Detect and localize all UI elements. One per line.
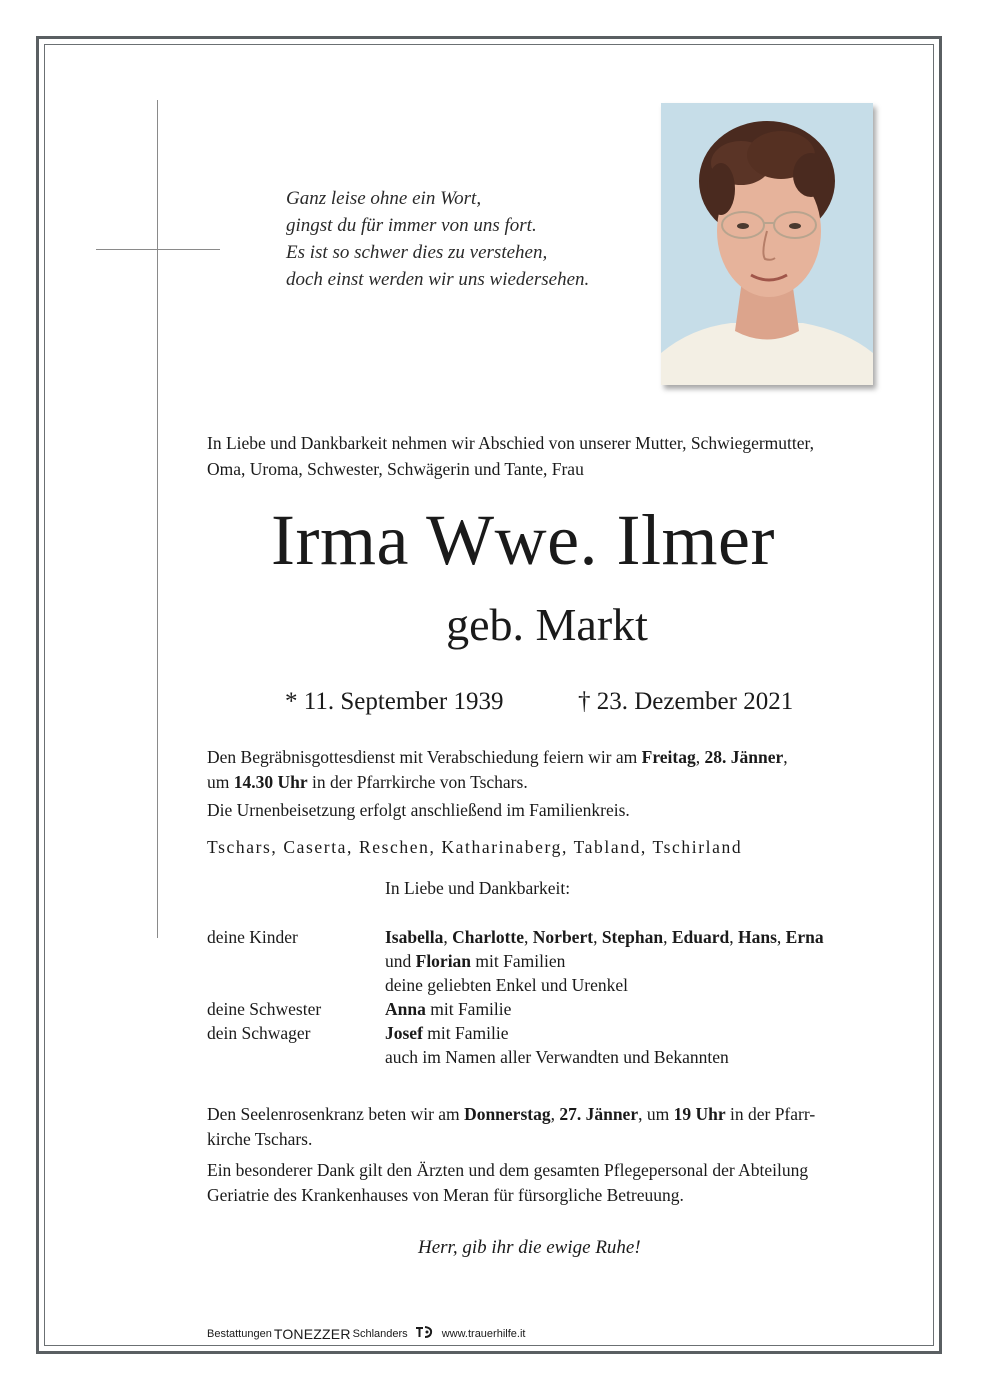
text-span: um xyxy=(207,772,234,792)
trauerhilfe-logo-icon xyxy=(414,1325,434,1342)
child-name: Florian xyxy=(415,951,472,971)
children-label: deine Kinder xyxy=(207,927,298,947)
rosary-line: kirche Tschars. xyxy=(207,1129,313,1149)
footer-prefix: Bestattungen xyxy=(207,1327,272,1340)
text-span: , xyxy=(550,1104,560,1124)
text-span: in der Pfarr- xyxy=(725,1104,816,1124)
child-name: Hans xyxy=(737,927,777,947)
separator: , xyxy=(443,927,453,947)
text-span: , xyxy=(783,747,788,767)
intro-text xyxy=(207,430,814,482)
child-name: Eduard xyxy=(671,927,730,947)
maiden-name: geb. Markt xyxy=(446,599,648,650)
places-list: Tschars, Caserta, Reschen, Katharinaberg, Tabland, Tschirland xyxy=(207,837,743,857)
rosary-date: 27. Jänner xyxy=(559,1104,639,1124)
funeral-time: 14.30 Uhr xyxy=(233,772,308,792)
footer xyxy=(207,1325,525,1342)
separator: , xyxy=(776,927,786,947)
rosary-time: 19 Uhr xyxy=(673,1104,726,1124)
text-span: , um xyxy=(638,1104,674,1124)
intro-line: In Liebe und Dankbarkeit nehmen wir Abschied von unserer Mutter, Schwiegermutter, xyxy=(207,433,815,453)
rosary-day: Donnerstag xyxy=(464,1104,551,1124)
child-name: Charlotte xyxy=(452,927,525,947)
footer-place: Schlanders xyxy=(352,1327,408,1340)
child-name: Stephan xyxy=(601,927,664,947)
birth-date: * 11. September 1939 xyxy=(285,688,504,715)
intro-line: Oma, Uroma, Schwester, Schwägerin und Tante, Frau xyxy=(207,459,584,479)
gratitude-line: Geriatrie des Krankenhauses von Meran für fürsorgliche Betreuung. xyxy=(207,1185,684,1205)
relatives-line: auch im Namen aller Verwandten und Bekannten xyxy=(385,1047,729,1067)
thanks-heading: In Liebe und Dankbarkeit: xyxy=(385,878,571,898)
child-name: Isabella xyxy=(385,927,444,947)
children-line2 xyxy=(385,949,565,973)
urn-line: Die Urnenbeisetzung erfolgt anschließend im Familienkreis. xyxy=(207,800,630,820)
child-name: Erna xyxy=(785,927,824,947)
sister-label: deine Schwester xyxy=(207,999,322,1019)
funeral-line xyxy=(207,745,788,770)
poem xyxy=(286,185,589,293)
poem-line: gingst du für immer von uns fort. xyxy=(286,215,537,236)
separator: , xyxy=(524,927,533,947)
gratitude-line: Ein besonderer Dank gilt den Ärzten und dem gesamten Pflegepersonal der Abteilung xyxy=(207,1160,809,1180)
text-span: mit Familie xyxy=(422,1023,509,1043)
closing-prayer: Herr, gib ihr die ewige Ruhe! xyxy=(418,1237,641,1258)
text-span: Den Begräbnisgottesdienst mit Verabschiedung feiern wir am xyxy=(207,747,642,767)
rosary-info xyxy=(207,1102,815,1152)
funeral-line xyxy=(207,770,788,795)
text-span: Den Seelenrosenkranz beten wir am xyxy=(207,1104,465,1124)
gratitude-text xyxy=(207,1158,808,1208)
child-name: Norbert xyxy=(532,927,594,947)
text-span: , xyxy=(695,747,705,767)
funeral-day: Freitag xyxy=(641,747,696,767)
rosary-line xyxy=(207,1102,815,1127)
footer-website[interactable]: www.trauerhilfe.it xyxy=(441,1327,526,1340)
deceased-name: Irma Wwe. Ilmer xyxy=(271,500,775,580)
funeral-date: 28. Jänner xyxy=(704,747,784,767)
text-span: mit Familien xyxy=(471,951,566,971)
poem-line: Es ist so schwer dies zu verstehen, xyxy=(286,242,548,263)
separator: , xyxy=(729,927,738,947)
poem-line: doch einst werden wir uns wiedersehen. xyxy=(286,269,590,290)
funeral-info xyxy=(207,745,788,823)
grandchildren-line: deine geliebten Enkel und Urenkel xyxy=(385,975,628,995)
brother-name: Josef xyxy=(385,1023,423,1043)
sister-line xyxy=(385,997,511,1021)
text-span: mit Familie xyxy=(425,999,512,1019)
text-span: und xyxy=(385,951,416,971)
death-date: † 23. Dezember 2021 xyxy=(578,688,794,715)
brother-line xyxy=(385,1021,508,1045)
separator: , xyxy=(663,927,672,947)
portrait-photo xyxy=(661,103,873,385)
poem-line: Ganz leise ohne ein Wort, xyxy=(286,188,482,209)
separator: , xyxy=(593,927,602,947)
cross-horizontal-bar xyxy=(96,249,220,250)
children-names xyxy=(385,925,824,949)
sister-name: Anna xyxy=(385,999,426,1019)
footer-brand: TONEZZER xyxy=(273,1325,351,1342)
brother-label: dein Schwager xyxy=(207,1023,311,1043)
text-span: in der Pfarrkirche von Tschars. xyxy=(307,772,528,792)
